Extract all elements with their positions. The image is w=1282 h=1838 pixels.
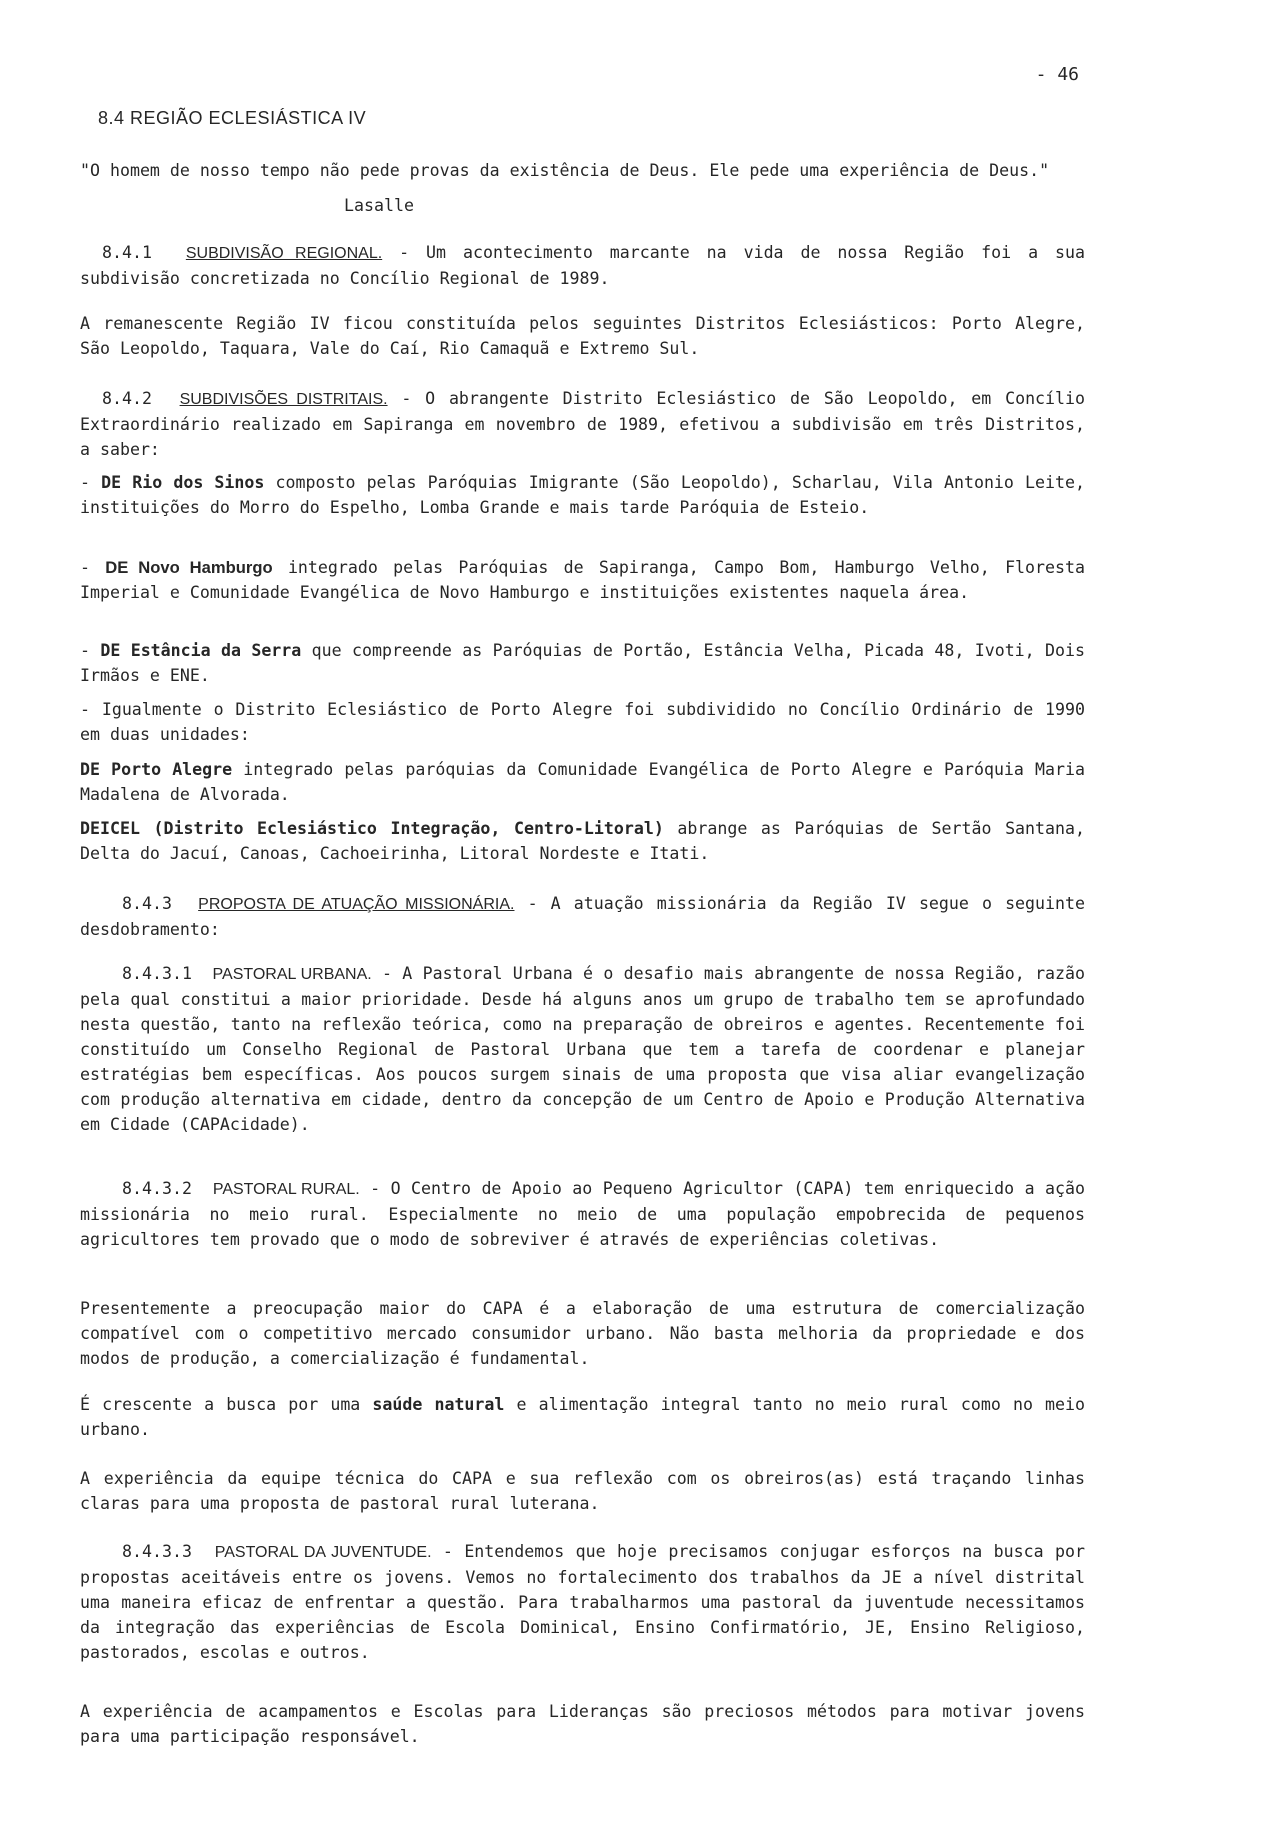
subsection-text: - A atuação missionária da Região IV segue o seguinte desdobramento: bbox=[80, 894, 1085, 939]
subsection-title: PASTORAL DA JUVENTUDE. bbox=[214, 1544, 432, 1561]
saude-bold: saúde natural bbox=[372, 1395, 505, 1414]
list-dash: - bbox=[80, 641, 101, 660]
subsection-text: - O abrangente Distrito Eclesiástico de São Leopoldo, em Concílio Extraordinário realizado em Sapiranga em novembro de 1989, efetivou a subdivisão em três Distritos, a saber: bbox=[80, 389, 1086, 459]
subsection-title: SUBDIVISÕES DISTRITAIS. bbox=[179, 391, 388, 408]
district-name: DE Rio dos Sinos bbox=[101, 473, 265, 492]
subsection-title: SUBDIVISÃO REGIONAL. bbox=[185, 245, 383, 262]
district-name: DE Novo Hamburgo bbox=[105, 558, 273, 577]
district-text: integrado pelas Paróquias de Sapiranga, Campo Bom, Hamburgo Velho, Floresta Imperial e Comunidade Evangélica de Novo Hamburgo e instituições existentes naquela área. bbox=[80, 558, 1085, 602]
district-text: integrado pelas paróquias da Comunidade Evangélica de Porto Alegre e Paróquia Maria Madalena de Alvorada. bbox=[80, 760, 1085, 804]
district-name: DE Estância da Serra bbox=[100, 641, 302, 660]
district-name: DEICEL (Distrito Eclesiástico Integração, Centro-Litoral) bbox=[80, 819, 664, 838]
saude-after: e alimentação integral tanto no meio rural como no meio urbano. bbox=[80, 1395, 1085, 1439]
paragraph-saude bbox=[80, 1392, 1085, 1442]
subsection-8-4-3-1 bbox=[80, 961, 1085, 1137]
paragraph-igualmente: - Igualmente o Distrito Eclesiástico de Porto Alegre foi subdividido no Concílio Ordinário de 1990 em duas unidades: bbox=[80, 700, 1085, 744]
epigraph-quote: "O homem de nosso tempo não pede provas da existência de Deus. Ele pede uma experiência de Deus." bbox=[80, 161, 1050, 180]
subsection-8-4-3-2 bbox=[80, 1176, 1085, 1252]
subsection-8-4-3-3 bbox=[80, 1539, 1085, 1665]
subsection-text: - Um acontecimento marcante na vida de nossa Região foi a sua subdivisão concretizada no Concílio Regional de 1989. bbox=[80, 243, 1085, 288]
district-deicel bbox=[80, 816, 1085, 866]
district-text: abrange as Paróquias de Sertão Santana, Delta do Jacuí, Canoas, Cachoeirinha, Litoral Nordeste e Itati. bbox=[80, 819, 1085, 863]
district-text: composto pelas Paróquias Imigrante (São Leopoldo), Scharlau, Vila Antonio Leite, instituições do Morro do Espelho, Lomba Grande e mais tarde Paróquia de Esteio. bbox=[80, 473, 1085, 517]
subsection-8-4-2 bbox=[80, 386, 1085, 462]
paragraph-acampamentos: A experiência de acampamentos e Escolas para Lideranças são preciosos métodos para motivar jovens para uma participação responsável. bbox=[80, 1702, 1085, 1746]
district-text: que compreende as Paróquias de Portão, Estância Velha, Picada 48, Ivoti, Dois Irmãos e ENE. bbox=[80, 641, 1085, 685]
district-novo-hamburgo bbox=[80, 555, 1085, 605]
paragraph-experiencia: A experiência da equipe técnica do CAPA e sua reflexão com os obreiros(as) está traçando linhas claras para uma proposta de pastoral rural luterana. bbox=[80, 1469, 1085, 1513]
epigraph-author: Lasalle bbox=[344, 196, 414, 215]
subsection-8-4-3 bbox=[80, 891, 1085, 942]
district-rio-dos-sinos bbox=[80, 470, 1085, 520]
page-number: - 46 bbox=[1035, 64, 1079, 85]
section-heading: 8.4 REGIÃO ECLESIÁSTICA IV bbox=[98, 108, 367, 128]
district-porto-alegre bbox=[80, 757, 1085, 807]
subsection-number: 8.4.3.2 bbox=[122, 1179, 192, 1198]
saude-before: É crescente a busca por uma bbox=[80, 1395, 373, 1414]
list-dash: - bbox=[80, 558, 106, 577]
subsection-text: - Entendemos que hoje precisamos conjugar esforços na busca por propostas aceitáveis entre os jovens. Vemos no fortalecimento dos trabalhos da JE a nível distrital uma maneira eficaz de enfrentar a questão. Para trabalharmos uma pastoral da juventude necessitamos da integração das experiências de Escola Dominical, Ensino Confirmatório, JE, Ensino Religioso, pastorados, escolas e outros. bbox=[80, 1542, 1085, 1662]
subsection-text: - O Centro de Apoio ao Pequeno Agricultor (CAPA) tem enriquecido a ação missionária no meio rural. Especialmente no meio de uma população empobrecida de pequenos agricultores tem provado que o modo de sobreviver é através de experiências coletivas. bbox=[80, 1179, 1085, 1249]
subsection-text: - A Pastoral Urbana é o desafio mais abrangente de nossa Região, razão pela qual constitui a maior prioridade. Desde há alguns anos um grupo de trabalho tem se aprofundado nesta questão, tanto na reflexão teórica, como na preparação de obreiros e agentes. Recentemente foi constituído um Conselho Regional de Pastoral Urbana que tem a tarefa de coordenar e planejar estratégias bem específicas. Aos poucos surgem sinais de uma proposta que visa aliar evangelização com produção alternativa em cidade, dentro da concepção de um Centro de Apoio e Produção Alternativa em Cidade (CAPAcidade). bbox=[80, 964, 1086, 1134]
subsection-number: 8.4.3.3 bbox=[122, 1542, 192, 1561]
subsection-title: PROPOSTA DE ATUAÇÃO MISSIONÁRIA. bbox=[198, 896, 515, 913]
district-estancia-da-serra bbox=[80, 638, 1085, 688]
paragraph-remanescente: A remanescente Região IV ficou constituída pelos seguintes Distritos Eclesiásticos: Porto Alegre, São Leopoldo, Taquara, Vale do Caí, Rio Camaquã e Extremo Sul. bbox=[80, 314, 1085, 358]
subsection-number: 8.4.1 bbox=[102, 243, 152, 262]
subsection-title: PASTORAL RURAL. bbox=[212, 1181, 360, 1198]
subsection-number: 8.4.3.1 bbox=[122, 964, 192, 983]
subsection-number: 8.4.2 bbox=[102, 389, 152, 408]
paragraph-presentemente: Presentemente a preocupação maior do CAPA é a elaboração de uma estrutura de comercialização compatível com o competitivo mercado consumidor urbano. Não basta melhoria da propriedade e dos modos de produção, a comercialização é fundamental. bbox=[80, 1299, 1085, 1368]
district-name: DE Porto Alegre bbox=[80, 760, 233, 779]
list-dash: - bbox=[80, 473, 102, 492]
subsection-title: PASTORAL URBANA. bbox=[212, 966, 372, 983]
subsection-number: 8.4.3 bbox=[122, 894, 172, 913]
subsection-8-4-1 bbox=[80, 240, 1085, 291]
